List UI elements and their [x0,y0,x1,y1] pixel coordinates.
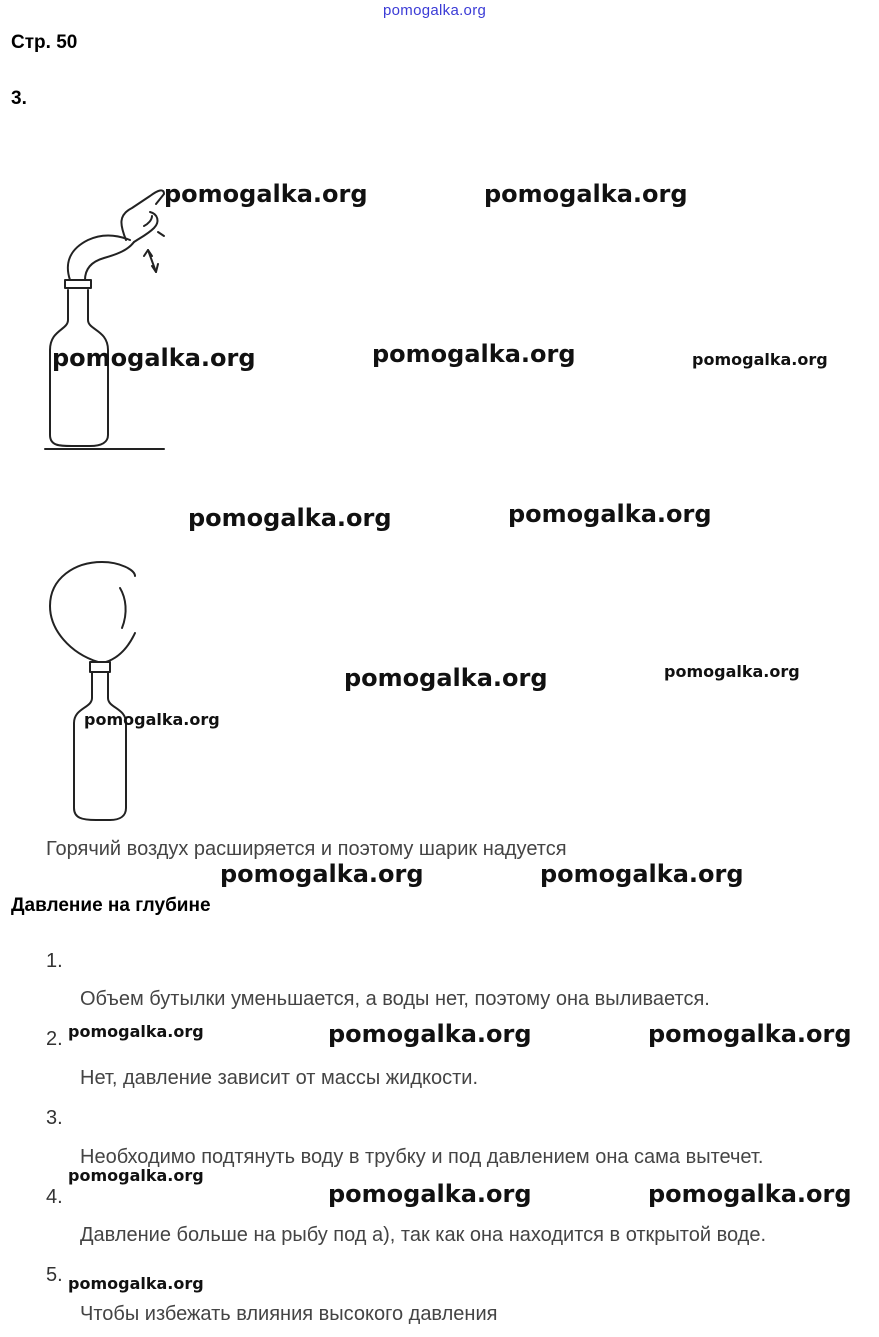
watermark: pomogalka.org [540,860,744,888]
watermark: pomogalka.org [664,662,800,681]
item-number: 5. [46,1264,63,1286]
watermark: pomogalka.org [508,500,712,528]
watermark: pomogalka.org [484,180,688,208]
watermark: pomogalka.org [344,664,548,692]
watermark: pomogalka.org [68,1022,204,1041]
item-number: 3. [46,1107,63,1129]
item-number: 2. [46,1028,63,1050]
item-answer: Необходимо подтянуть воду в трубку и под давлением она сама вытечет. [80,1146,764,1168]
watermark: pomogalka.org [372,340,576,368]
item-answer: Нет, давление зависит от массы жидкости. [80,1067,478,1089]
watermark: pomogalka.org [648,1180,852,1208]
watermark: pomogalka.org [648,1020,852,1048]
watermark: pomogalka.org [164,180,368,208]
item-number: 4. [46,1186,63,1208]
watermark: pomogalka.org [328,1020,532,1048]
item-number: 1. [46,950,63,972]
item-answer: Давление больше на рыбу под а), так как она находится в открытой воде. [80,1224,767,1246]
bottle-with-deflated-balloon-illustration [40,180,220,460]
watermark: pomogalka.org [692,350,828,369]
page-reference: Стр. 50 [11,32,78,53]
watermark: pomogalka.org [220,860,424,888]
figure-caption: Горячий воздух расширяется и поэтому шарик надуется [46,838,567,860]
site-header-link[interactable]: pomogalka.org [383,2,487,19]
watermark: pomogalka.org [84,710,220,729]
section-title: Давление на глубине [11,895,211,916]
task-number: 3. [11,88,27,109]
watermark: pomogalka.org [68,1274,204,1293]
watermark: pomogalka.org [328,1180,532,1208]
watermark: pomogalka.org [68,1166,204,1185]
item-answer: Чтобы избежать влияния высокого давления [80,1303,498,1325]
watermark: pomogalka.org [52,344,256,372]
item-answer: Объем бутылки уменьшается, а воды нет, поэтому она выливается. [80,988,710,1010]
watermark: pomogalka.org [188,504,392,532]
bottle-with-inflated-balloon-illustration [40,558,160,828]
